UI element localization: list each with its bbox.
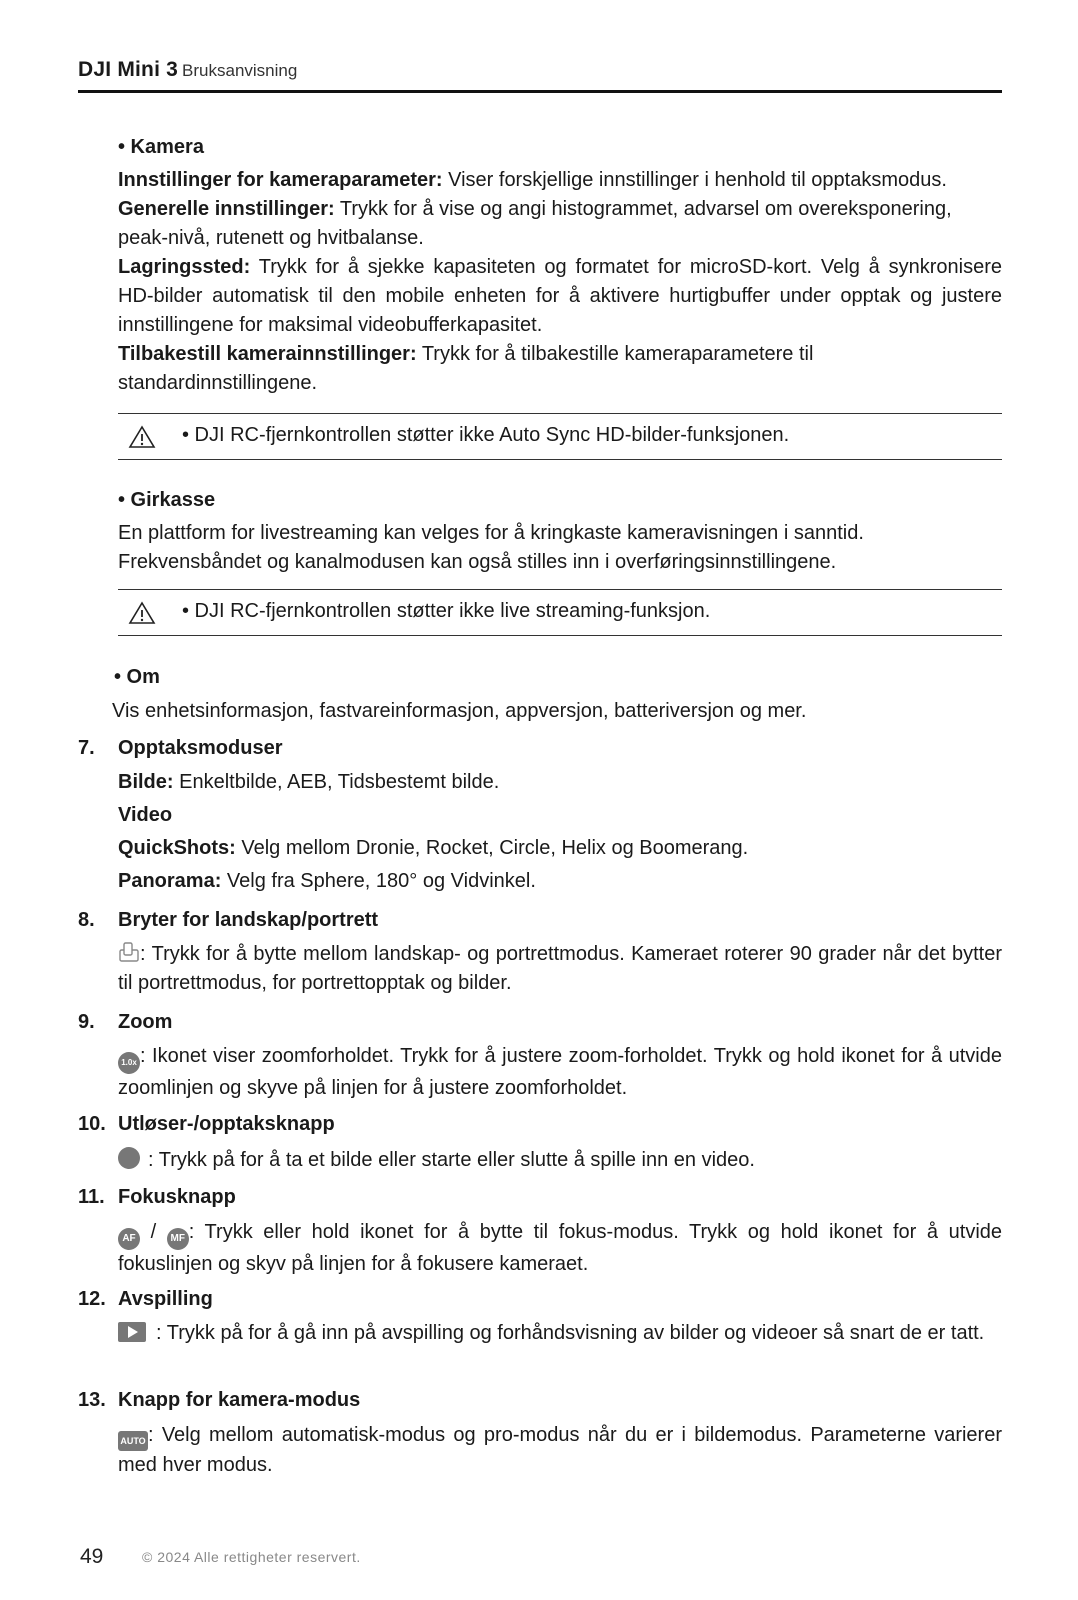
brand-name: DJI Mini 3 (78, 58, 179, 81)
section-number: 7. (78, 737, 95, 759)
quickshots-text: Velg mellom Dronie, Rocket, Circle, Helix og Boomerang. (235, 837, 749, 859)
section-text: : Velg mellom automatisk-modus og pro-modus når du er i bildemodus. Parameterne varierer med hver modus. (118, 1424, 1002, 1476)
item-label: Innstillinger for kameraparameter: (118, 169, 443, 191)
girkasse-note: • DJI RC-fjernkontrollen støtter ikke live streaming-funksjon. (182, 600, 711, 622)
bilde-text: Enkeltbilde, AEB, Tidsbestemt bilde. (173, 771, 500, 793)
section-body (118, 766, 1002, 898)
section-body (118, 1319, 1002, 1348)
kamera-note: • DJI RC-fjernkontrollen støtter ikke Auto Sync HD-bilder-funksjonen. (182, 424, 790, 446)
copyright-text: © 2024 Alle rettigheter reservert. (142, 1549, 361, 1565)
section-body (118, 940, 1002, 998)
shutter-icon (118, 1147, 140, 1169)
girkasse-text: En plattform for livestreaming kan velges for å kringkaste kameravisningen i sanntid. Frekvensbåndet og kanalmodusen kan også stilles inn i overføringsinnstillingene. (118, 522, 864, 573)
section-number: 13. (78, 1389, 106, 1411)
item-label: Generelle innstillinger: (118, 198, 335, 220)
doc-title: Bruksanvisning (182, 61, 298, 80)
orientation-icon (118, 941, 140, 963)
section-body (118, 1421, 1002, 1480)
kamera-item (118, 253, 1002, 340)
section-text: : Trykk for å bytte mellom landskap- og portrettmodus. Kameraet roterer 90 grader når det bytter til portrettmodus, for portrettopptak og bilder. (118, 943, 1002, 994)
kamera-item (118, 166, 1002, 195)
section-text: : Trykk på for å gå inn på avspilling og forhåndsvisning av bilder og videoer så snart de er tatt. (156, 1322, 985, 1344)
kamera-item (118, 195, 1002, 253)
section-body (118, 1218, 1002, 1279)
quickshots-label: QuickShots: (118, 837, 236, 859)
section-body (118, 1146, 1002, 1175)
section-title: Opptaksmoduser (118, 737, 283, 759)
item-text: Trykk for å vise og angi histogrammet, advarsel om overeksponering, peak-nivå, rutenett og hvitbalanse. (118, 198, 952, 249)
page-header (78, 58, 1002, 93)
item-text: Trykk for å sjekke kapasiteten og formatet for microSD-kort. Velg å synkronisere HD-bilder automatisk til den mobile enheten for å aktivere hurtigbuffer under opptak og justere innstillingene for maksimal videobufferkapasitet. (118, 256, 1002, 336)
panorama-label: Panorama: (118, 870, 222, 892)
warning-icon (128, 601, 156, 625)
video-label: Video (118, 804, 173, 826)
om-heading: • Om (114, 666, 160, 688)
play-icon (118, 1322, 146, 1342)
zoom-icon: 1.0x (118, 1052, 140, 1074)
divider (118, 635, 1002, 636)
section-number: 10. (78, 1113, 106, 1135)
kamera-heading: • Kamera (118, 136, 204, 158)
item-text: Viser forskjellige innstillinger i henhold til opptaksmodus. (442, 169, 947, 191)
section-title: Knapp for kamera-modus (118, 1389, 361, 1411)
girkasse-heading: • Girkasse (118, 489, 216, 511)
kamera-item (118, 340, 1002, 398)
bilde-label: Bilde: (118, 771, 174, 793)
item-text: Trykk for å tilbakestille kameraparametere til standardinnstillingene. (118, 343, 814, 394)
section-title: Bryter for landskap/portrett (118, 909, 379, 931)
section-body (118, 1042, 1002, 1103)
warning-icon (128, 425, 156, 449)
page-number: 49 (80, 1545, 104, 1568)
auto-mode-icon: AUTO (118, 1431, 148, 1451)
section-title: Avspilling (118, 1288, 213, 1310)
section-title: Zoom (118, 1011, 173, 1033)
om-text: Vis enhetsinformasjon, fastvareinformasjon, appversjon, batteriversjon og mer. (112, 700, 807, 722)
section-text: : Ikonet viser zoomforholdet. Trykk for å justere zoom-forholdet. Trykk og hold ikonet for å utvide zoomlinjen og skyve på linjen for å justere zoomforholdet. (118, 1045, 1002, 1099)
divider (118, 459, 1002, 460)
section-number: 8. (78, 909, 95, 931)
section-number: 11. (78, 1186, 105, 1208)
section-title: Utløser-/opptaksknapp (118, 1113, 335, 1135)
mf-icon: MF (167, 1228, 189, 1250)
section-number: 9. (78, 1011, 95, 1033)
item-label: Tilbakestill kamerainnstillinger: (118, 343, 417, 365)
separator: / (140, 1221, 167, 1243)
divider (118, 589, 1002, 590)
item-label: Lagringssted: (118, 256, 251, 278)
section-number: 12. (78, 1288, 106, 1310)
section-text: : Trykk eller hold ikonet for å bytte til fokus-modus. Trykk og hold ikonet for å utvide fokuslinjen og skyv på linjen for å fokusere kameraet. (118, 1221, 1003, 1275)
kamera-body (118, 166, 1002, 398)
section-text: : Trykk på for å ta et bilde eller starte eller slutte å spille inn en video. (148, 1149, 755, 1171)
section-title: Fokusknapp (118, 1186, 236, 1208)
divider (118, 413, 1002, 414)
af-icon: AF (118, 1228, 140, 1250)
panorama-text: Velg fra Sphere, 180° og Vidvinkel. (221, 870, 536, 892)
